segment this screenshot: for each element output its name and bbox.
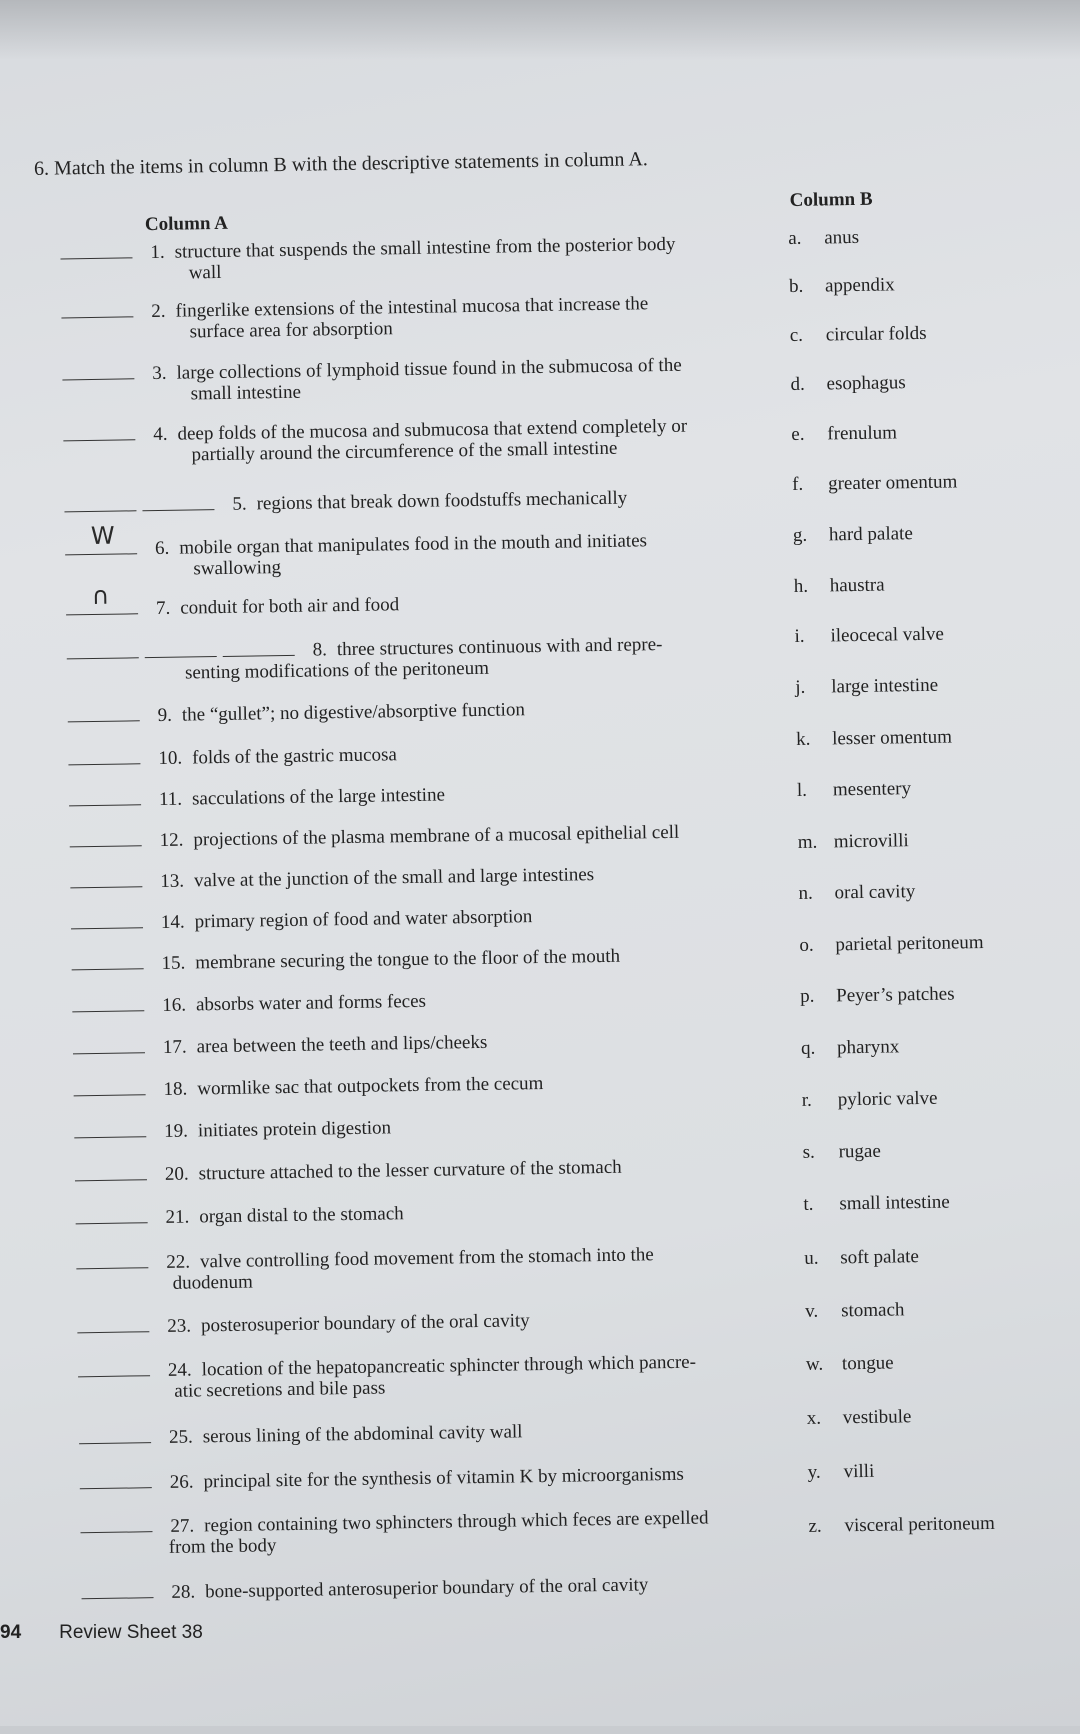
answer-blank[interactable]: [66, 638, 138, 659]
item-number: 13.: [160, 870, 185, 892]
option-letter: m.: [797, 831, 818, 853]
answer-blank[interactable]: [76, 1248, 148, 1269]
option-letter: y.: [807, 1461, 821, 1483]
column-a-item: [73, 1069, 543, 1102]
item-text: regions that break down foodstuffs mechanically: [256, 487, 628, 515]
item-text: three structures continuous with and repre-: [336, 634, 663, 661]
item-text: mobile organ that manipulates food in the mouth and initiates: [179, 530, 648, 559]
column-b-option: [796, 727, 952, 751]
answer-blank[interactable]: [66, 581, 138, 615]
column-a-item: [81, 1570, 648, 1605]
option-text: anus: [824, 226, 860, 249]
item-text: sacculations of the large intestine: [191, 784, 446, 810]
option-letter: i.: [794, 625, 805, 647]
answer-blank[interactable]: [77, 1312, 149, 1333]
column-a-item: [71, 942, 620, 977]
option-text: appendix: [824, 274, 895, 297]
item-number: 4.: [153, 423, 168, 446]
answer-blank[interactable]: [142, 490, 214, 511]
item-number: 28.: [171, 1581, 196, 1603]
item-number: 11.: [158, 788, 183, 810]
column-b-option: [789, 274, 895, 298]
option-text: visceral peritoneum: [844, 1512, 996, 1537]
item-number: 3.: [152, 362, 167, 385]
column-a-item: [80, 1460, 684, 1495]
answer-blank[interactable]: [75, 1203, 147, 1224]
option-text: haustra: [829, 574, 885, 597]
answer-blank[interactable]: [75, 1160, 147, 1181]
option-text: pyloric valve: [837, 1087, 938, 1111]
item-number: 22.: [166, 1251, 191, 1273]
handwritten-answer: ∩: [91, 581, 110, 611]
column-b-option: [807, 1461, 874, 1484]
column-b-option: [802, 1088, 938, 1112]
column-b-option: [800, 984, 955, 1008]
item-number: 15.: [161, 952, 186, 974]
item-number: 14.: [160, 911, 185, 933]
item-text: folds of the gastric mucosa: [191, 744, 397, 769]
column-a-item: [74, 1113, 391, 1144]
handwritten-answer: W: [90, 521, 115, 551]
option-letter: u.: [804, 1247, 819, 1269]
item-text: primary region of food and water absorption: [194, 906, 533, 933]
answer-blank[interactable]: [63, 420, 135, 441]
item-number: 25.: [168, 1426, 193, 1448]
column-a-item: [72, 987, 426, 1019]
answer-blank[interactable]: [61, 297, 133, 318]
option-letter: t.: [803, 1193, 814, 1215]
column-b-option: [788, 227, 859, 250]
item-text: fingerlike extensions of the intestinal mucosa that increase the: [175, 293, 649, 322]
option-text: greater omentum: [827, 471, 958, 495]
column-b-option: [803, 1192, 950, 1216]
column-b-option: [798, 830, 909, 854]
option-text: frenulum: [827, 422, 898, 445]
option-letter: l.: [796, 779, 808, 801]
item-text: initiates protein digestion: [197, 1117, 392, 1142]
answer-blank[interactable]: [72, 991, 144, 1012]
option-text: pharynx: [836, 1036, 900, 1059]
answer-blank[interactable]: [79, 1423, 151, 1444]
item-number: 7.: [155, 597, 171, 619]
option-text: large intestine: [831, 674, 939, 698]
answer-blank[interactable]: [62, 359, 134, 380]
option-text: lesser omentum: [831, 726, 953, 750]
option-text: vestibule: [842, 1406, 912, 1429]
answer-blank[interactable]: [69, 826, 141, 847]
answer-blank[interactable]: [80, 1512, 152, 1533]
option-letter: b.: [788, 275, 804, 298]
column-b-option: [794, 575, 885, 598]
option-letter: r.: [801, 1089, 813, 1111]
column-b-option: [799, 932, 984, 957]
answer-blank[interactable]: [73, 1075, 145, 1096]
item-text: large collections of lymphoid tissue found in the submucosa of the: [176, 354, 682, 384]
column-a-item: [68, 740, 397, 771]
answer-blank[interactable]: [70, 867, 142, 888]
item-text: organ distal to the stomach: [199, 1203, 404, 1228]
item-text: region containing two sphincters through which feces are expelled: [204, 1507, 709, 1537]
item-text: membrane securing the tongue to the floor of the mouth: [195, 945, 621, 974]
item-text: principal site for the synthesis of vitamin K by microorganisms: [203, 1463, 684, 1493]
option-text: parietal peritoneum: [835, 932, 984, 956]
column-b-option: [794, 624, 944, 648]
column-a-item: [73, 1028, 488, 1061]
column-a-item: [78, 1348, 696, 1384]
item-text-continued: wall: [188, 261, 222, 284]
answer-blank[interactable]: [73, 1033, 145, 1054]
item-number: 5.: [232, 493, 247, 515]
column-b-option: [805, 1299, 905, 1323]
item-number: 16.: [162, 994, 187, 1016]
answer-blank[interactable]: [68, 744, 140, 765]
option-letter: c.: [789, 324, 804, 347]
item-number: 1.: [150, 241, 165, 264]
option-letter: n.: [798, 882, 813, 904]
item-text: structure attached to the lesser curvature of the stomach: [198, 1156, 622, 1185]
option-letter: j.: [795, 676, 806, 698]
item-text-continued: from the body: [168, 1535, 277, 1558]
item-number: 18.: [163, 1078, 188, 1100]
item-number: 27.: [170, 1515, 195, 1537]
item-text: valve controlling food movement from the stomach into the: [199, 1244, 654, 1273]
column-b-option: [802, 1141, 881, 1164]
item-number: 23.: [167, 1315, 192, 1337]
column-a-item: [77, 1306, 530, 1339]
item-number: 17.: [162, 1036, 187, 1058]
column-a-header: Column A: [144, 212, 229, 236]
column-b-option: [792, 471, 958, 496]
column-b-option: [790, 323, 927, 347]
item-number: 21.: [165, 1206, 190, 1228]
option-text: esophagus: [826, 372, 906, 395]
answer-blank[interactable]: [81, 1578, 153, 1599]
option-letter: a.: [788, 227, 802, 250]
option-letter: h.: [793, 575, 809, 597]
option-letter: k.: [795, 728, 811, 750]
answer-blank[interactable]: [69, 785, 141, 806]
answer-blank[interactable]: [222, 636, 294, 657]
item-text: bone-supported anterosuperior boundary of the oral cavity: [205, 1574, 649, 1603]
page-number: 94: [0, 1622, 22, 1643]
option-letter: z.: [808, 1515, 822, 1537]
item-text-continued: partially around the circumference of the small intestine: [191, 437, 618, 466]
page-footer: [0, 1622, 203, 1644]
option-text: stomach: [840, 1299, 905, 1322]
column-a-item: [62, 351, 682, 387]
item-number: 12.: [159, 829, 184, 851]
option-text: small intestine: [839, 1191, 950, 1215]
option-text: villi: [843, 1460, 875, 1483]
column-b-option: [797, 778, 911, 802]
option-text: rugae: [838, 1140, 881, 1163]
option-letter: w.: [805, 1353, 824, 1375]
item-number: 9.: [157, 704, 173, 726]
item-number: 8.: [312, 639, 328, 661]
answer-blank[interactable]: [65, 521, 137, 555]
option-letter: p.: [800, 985, 815, 1007]
column-b-option: [791, 422, 897, 446]
answer-blank[interactable]: [144, 637, 216, 658]
column-b-option: [798, 881, 915, 905]
item-number: 19.: [164, 1120, 189, 1142]
option-letter: f.: [791, 473, 804, 495]
option-letter: o.: [799, 934, 814, 956]
column-b-header: Column B: [789, 188, 873, 211]
item-text: deep folds of the mucosa and submucosa that extend completely or: [177, 415, 688, 445]
item-number: 26.: [169, 1471, 194, 1493]
item-text: projections of the plasma membrane of a mucosal epithelial cell: [193, 821, 680, 851]
option-letter: d.: [790, 373, 805, 396]
item-text: area between the teeth and lips/cheeks: [196, 1031, 488, 1058]
item-number: 20.: [164, 1163, 189, 1185]
option-text: Peyer’s patches: [836, 983, 955, 1007]
column-a-item: [66, 581, 400, 621]
option-letter: v.: [804, 1300, 819, 1322]
column-b-option: [790, 372, 905, 396]
item-text: serous lining of the abdominal cavity wall: [202, 1421, 523, 1448]
footer-title: Review Sheet 38: [59, 1622, 203, 1643]
item-number: 10.: [158, 747, 183, 769]
column-a-item: [76, 1240, 654, 1275]
answer-blank[interactable]: [64, 491, 136, 512]
column-b-option: [806, 1353, 894, 1376]
column-b-option: [793, 523, 913, 547]
item-text: the “gullet”; no digestive/absorptive function: [181, 699, 526, 726]
answer-blank[interactable]: [80, 1468, 152, 1489]
answer-blank[interactable]: [71, 908, 143, 929]
option-text: tongue: [841, 1352, 894, 1375]
option-text: oral cavity: [834, 881, 916, 904]
item-number: 2.: [151, 300, 166, 323]
item-text: absorbs water and forms feces: [195, 990, 427, 1016]
item-number: 24.: [167, 1359, 192, 1381]
item-text-continued: swallowing: [193, 557, 282, 580]
item-text-continued: surface area for absorption: [189, 318, 393, 343]
option-text: mesentery: [832, 778, 912, 801]
column-b-option: [804, 1246, 919, 1270]
option-letter: g.: [792, 524, 808, 546]
item-text-continued: duodenum: [172, 1271, 253, 1294]
column-a-item: [71, 902, 533, 935]
column-a-item: [64, 484, 627, 519]
column-b-option: [808, 1513, 995, 1538]
answer-blank[interactable]: [74, 1117, 146, 1138]
column-b-option: [807, 1406, 912, 1430]
item-text: wormlike sac that outpockets from the cecum: [197, 1072, 544, 1100]
option-letter: x.: [806, 1407, 822, 1429]
item-text-continued: small intestine: [190, 381, 302, 405]
item-text: location of the hepatopancreatic sphincter through which pancre-: [201, 1351, 697, 1381]
item-text: structure that suspends the small intestine from the posterior body: [174, 233, 676, 263]
column-a-item: [65, 521, 648, 561]
question-instruction: 6. Match the items in column B with the descriptive statements in column A.: [33, 148, 648, 180]
option-letter: e.: [791, 423, 805, 445]
column-a-item: [70, 860, 594, 894]
column-a-item: [67, 695, 525, 728]
item-text-continued: senting modifications of the peritoneum: [184, 657, 490, 684]
item-number: 6.: [154, 537, 170, 560]
answer-blank[interactable]: [60, 238, 132, 259]
item-text: valve at the junction of the small and large intestines: [193, 864, 595, 892]
option-text: soft palate: [840, 1246, 920, 1269]
column-a-item: [69, 818, 679, 854]
option-text: microvilli: [833, 830, 909, 853]
option-letter: q.: [800, 1037, 816, 1059]
column-a-item: [69, 780, 445, 812]
item-text: posterosuperior boundary of the oral cavity: [200, 1310, 530, 1337]
column-a-item: [75, 1199, 404, 1230]
option-text: circular folds: [825, 322, 927, 346]
answer-blank[interactable]: [71, 949, 143, 970]
answer-blank[interactable]: [78, 1356, 150, 1377]
column-a-item: [79, 1417, 523, 1450]
item-text-continued: atic secretions and bile pass: [174, 1377, 386, 1402]
column-a-item: [75, 1153, 622, 1188]
item-text: conduit for both air and food: [180, 594, 400, 619]
answer-blank[interactable]: [67, 701, 139, 722]
column-b-option: [801, 1036, 900, 1060]
option-letter: s.: [802, 1141, 815, 1163]
option-text: hard palate: [828, 523, 913, 546]
column-b-option: [795, 675, 938, 699]
column-a-item: [80, 1503, 708, 1539]
option-text: ileocecal valve: [830, 623, 945, 647]
